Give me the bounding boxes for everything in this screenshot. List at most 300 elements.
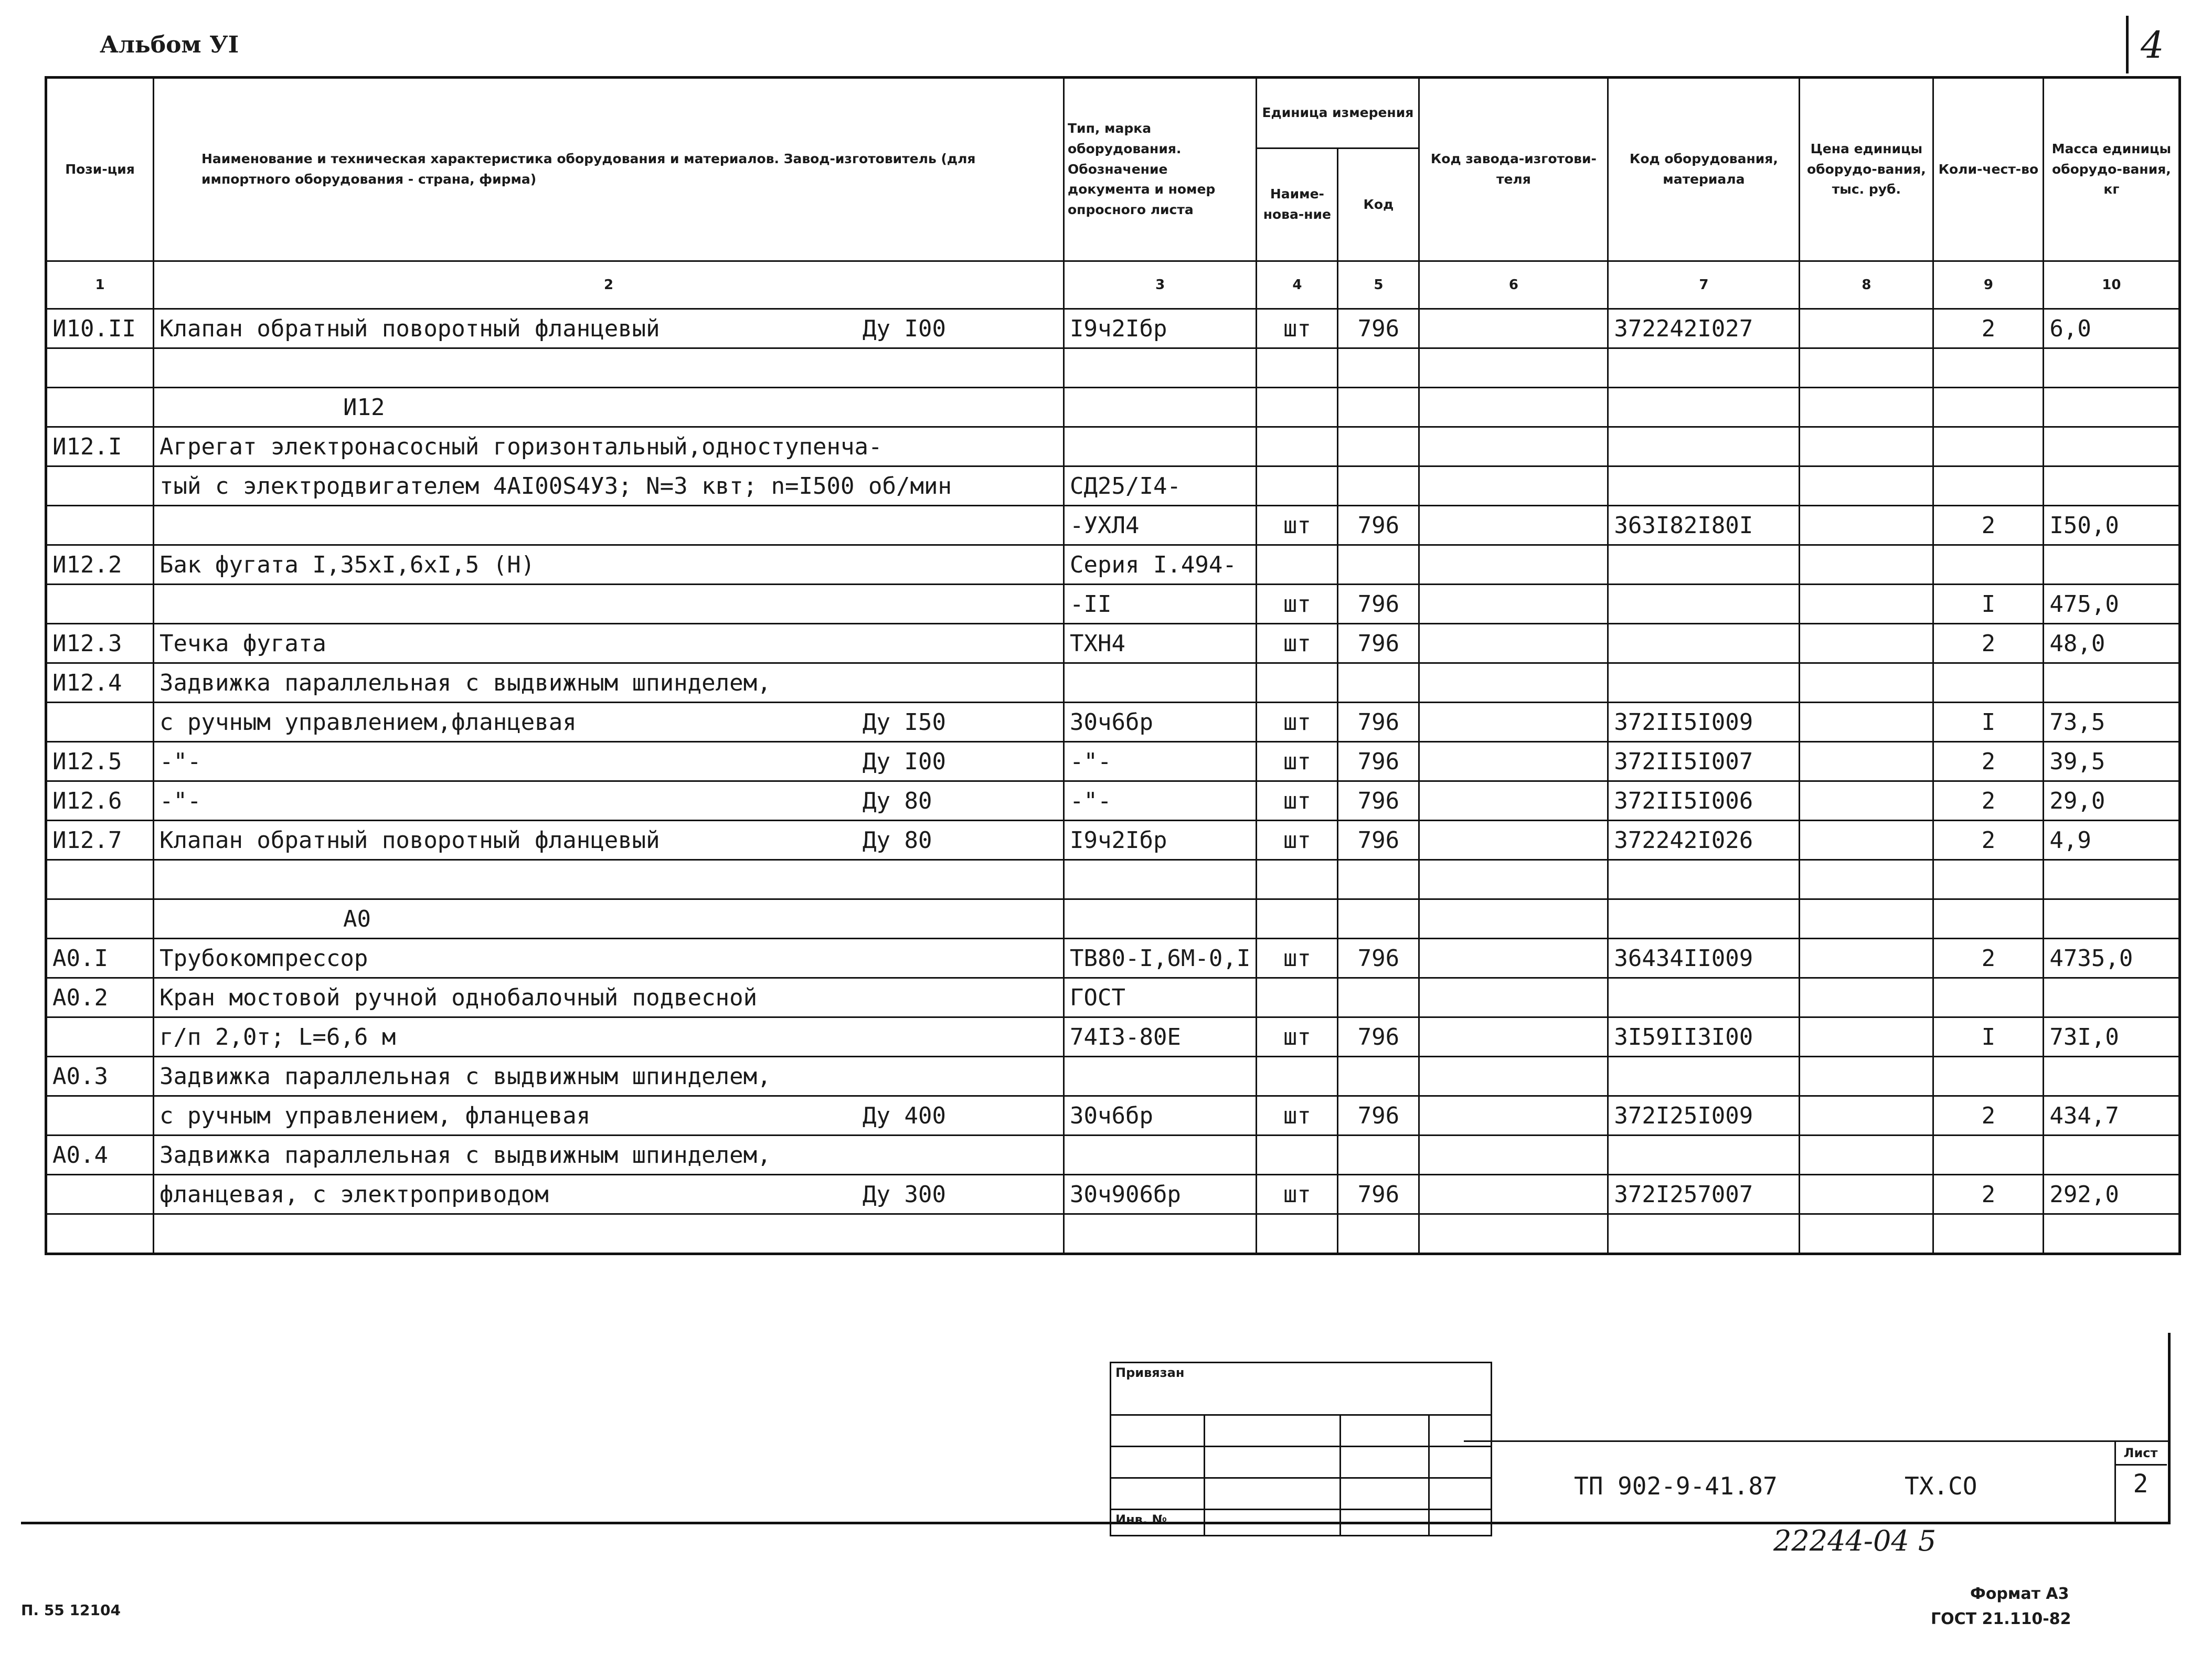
cell-quantity: 2: [1933, 309, 2044, 348]
cell-equipment-code: [1608, 545, 1800, 585]
table-row: [46, 1017, 2180, 1057]
cell-quantity: [1933, 978, 2044, 1017]
cell-quantity: [1933, 348, 2044, 388]
cell-unit: [1257, 860, 1338, 899]
table-row: [46, 309, 2180, 348]
cell-unit: шт: [1257, 781, 1338, 821]
album-label: Альбом УI: [100, 31, 239, 58]
cell-name: [154, 1175, 1064, 1214]
cell-unit: [1257, 1214, 1338, 1254]
header-quantity: Коли-чест-во: [1933, 78, 2044, 261]
cell-unit-code: [1338, 899, 1419, 939]
cell-unit-code: 796: [1338, 1175, 1419, 1214]
cell-mass: [2044, 388, 2180, 427]
cell-unit: шт: [1257, 939, 1338, 978]
cell-type: [1064, 348, 1257, 388]
stamp-line: [1464, 1440, 2168, 1442]
table-row: [46, 860, 2180, 899]
cell-quantity: 2: [1933, 624, 2044, 663]
cell-unit-code: [1338, 1136, 1419, 1175]
cell-name: [154, 388, 1064, 427]
cell-type: [1064, 1136, 1257, 1175]
cell-equipment-code: [1608, 466, 1800, 506]
cell-mass: [2044, 1057, 2180, 1096]
cell-mass: 39,5: [2044, 742, 2180, 781]
item-name: с ручным управлением,фланцевая: [159, 708, 577, 736]
cell-position: [46, 585, 154, 624]
cell-position: [46, 899, 154, 939]
cell-position: [46, 703, 154, 742]
cell-unit-code: 796: [1338, 309, 1419, 348]
cell-plant-code: [1419, 348, 1608, 388]
cell-unit: шт: [1257, 585, 1338, 624]
cell-plant-code: [1419, 781, 1608, 821]
cell-position: [46, 466, 154, 506]
item-name: г/п 2,0т; L=6,6 м: [159, 1023, 396, 1051]
cell-position: А0.I: [46, 939, 154, 978]
cell-position: И12.4: [46, 663, 154, 703]
cell-plant-code: [1419, 427, 1608, 466]
document-code: ТП 902-9-41.87: [1574, 1472, 1778, 1500]
cell-unit-code: [1338, 388, 1419, 427]
cell-position: [46, 1175, 154, 1214]
cell-unit-code: [1338, 1214, 1419, 1254]
cell-type: [1064, 388, 1257, 427]
item-name: Трубокомпрессор: [159, 945, 368, 972]
cell-quantity: 2: [1933, 781, 2044, 821]
column-number: 7: [1608, 261, 1800, 309]
cell-name: [154, 506, 1064, 545]
cell-unit-code: [1338, 978, 1419, 1017]
column-number: 9: [1933, 261, 2044, 309]
cell-unit: [1257, 663, 1338, 703]
header-plant-code: Код завода-изготови-теля: [1419, 78, 1608, 261]
cell-name: [154, 899, 1064, 939]
header-unit-group: Единица измерения: [1257, 78, 1419, 148]
cell-position: [46, 1017, 154, 1057]
cell-plant-code: [1419, 1017, 1608, 1057]
cell-unit-code: [1338, 860, 1419, 899]
cell-equipment-code: [1608, 860, 1800, 899]
cell-name: [154, 663, 1064, 703]
cell-position: И12.5: [46, 742, 154, 781]
cell-type: -УХЛ4: [1064, 506, 1257, 545]
attached-stamp: [1110, 1362, 1492, 1536]
cell-unit-code: [1338, 663, 1419, 703]
cell-plant-code: [1419, 466, 1608, 506]
cell-unit: шт: [1257, 1096, 1338, 1136]
cell-type: [1064, 663, 1257, 703]
cell-mass: [2044, 663, 2180, 703]
cell-equipment-code: [1608, 1214, 1800, 1254]
header-unit-code: Код: [1338, 148, 1419, 261]
item-name: Клапан обратный поворотный фланцевый: [159, 315, 660, 342]
cell-unit-code: 796: [1338, 1017, 1419, 1057]
cell-mass: 29,0: [2044, 781, 2180, 821]
cell-name: [154, 1214, 1064, 1254]
cell-quantity: 2: [1933, 821, 2044, 860]
cell-price: [1800, 1017, 1933, 1057]
cell-quantity: I: [1933, 1017, 2044, 1057]
cell-plant-code: [1419, 585, 1608, 624]
nominal-diameter: Ду 80: [863, 826, 932, 854]
cell-equipment-code: 36434II009: [1608, 939, 1800, 978]
column-number: 8: [1800, 261, 1933, 309]
table-body: [46, 309, 2180, 1254]
cell-plant-code: [1419, 821, 1608, 860]
cell-unit-code: 796: [1338, 939, 1419, 978]
cell-equipment-code: [1608, 427, 1800, 466]
inventory-number: 22244-04 5: [1773, 1524, 1937, 1557]
cell-name: [154, 545, 1064, 585]
cell-position: [46, 1214, 154, 1254]
cell-mass: [2044, 899, 2180, 939]
column-number: 2: [154, 261, 1064, 309]
cell-type: I9ч2Iбр: [1064, 821, 1257, 860]
cell-type: [1064, 1057, 1257, 1096]
header-mass: Масса единицы оборудо-вания, кг: [2044, 78, 2180, 261]
cell-unit: [1257, 348, 1338, 388]
cell-unit: [1257, 899, 1338, 939]
cell-quantity: 2: [1933, 1175, 2044, 1214]
cell-position: И12.6: [46, 781, 154, 821]
cell-position: А0.2: [46, 978, 154, 1017]
cell-plant-code: [1419, 1214, 1608, 1254]
cell-unit: шт: [1257, 703, 1338, 742]
page-number: 4: [2141, 24, 2164, 67]
cell-quantity: [1933, 860, 2044, 899]
cell-price: [1800, 309, 1933, 348]
cell-plant-code: [1419, 388, 1608, 427]
cell-unit-code: 796: [1338, 1096, 1419, 1136]
cell-type: 30ч6бр: [1064, 1096, 1257, 1136]
cell-unit-code: 796: [1338, 781, 1419, 821]
cell-mass: 73,5: [2044, 703, 2180, 742]
table-row: [46, 506, 2180, 545]
cell-price: [1800, 899, 1933, 939]
cell-price: [1800, 348, 1933, 388]
cell-type: ТХН4: [1064, 624, 1257, 663]
cell-plant-code: [1419, 624, 1608, 663]
cell-price: [1800, 703, 1933, 742]
cell-position: А0.3: [46, 1057, 154, 1096]
cell-position: И12.2: [46, 545, 154, 585]
table-row: [46, 1136, 2180, 1175]
nominal-diameter: Ду 80: [863, 787, 932, 814]
cell-equipment-code: 372242I026: [1608, 821, 1800, 860]
cell-type: Серия I.494-: [1064, 545, 1257, 585]
cell-quantity: [1933, 466, 2044, 506]
cell-mass: 48,0: [2044, 624, 2180, 663]
cell-name: [154, 348, 1064, 388]
cell-position: [46, 1096, 154, 1136]
print-code: П. 55 12104: [21, 1601, 121, 1619]
cell-price: [1800, 427, 1933, 466]
cell-quantity: 2: [1933, 506, 2044, 545]
section-title: А0: [343, 905, 371, 932]
nominal-diameter: Ду I00: [863, 315, 946, 342]
cell-type: [1064, 1214, 1257, 1254]
cell-plant-code: [1419, 1096, 1608, 1136]
cell-name: [154, 1057, 1064, 1096]
column-number: 5: [1338, 261, 1419, 309]
item-name: -"-: [159, 787, 201, 814]
cell-plant-code: [1419, 860, 1608, 899]
cell-equipment-code: 372I25I009: [1608, 1096, 1800, 1136]
cell-price: [1800, 1214, 1933, 1254]
table-row: [46, 663, 2180, 703]
nominal-diameter: Ду 300: [863, 1181, 946, 1208]
cell-name: [154, 939, 1064, 978]
cell-name: [154, 821, 1064, 860]
cell-mass: [2044, 545, 2180, 585]
gost-label: ГОСТ 21.110-82: [1931, 1610, 2071, 1628]
page-corner-line: [2126, 16, 2129, 73]
cell-position: [46, 506, 154, 545]
cell-quantity: [1933, 1136, 2044, 1175]
cell-price: [1800, 939, 1933, 978]
cell-price: [1800, 1096, 1933, 1136]
attached-label: Привязан: [1111, 1363, 1492, 1415]
table-row: [46, 742, 2180, 781]
cell-position: И12.I: [46, 427, 154, 466]
cell-quantity: [1933, 663, 2044, 703]
cell-mass: [2044, 860, 2180, 899]
cell-type: СД25/I4-: [1064, 466, 1257, 506]
cell-mass: 434,7: [2044, 1096, 2180, 1136]
inv-no-label: Инв. №: [1111, 1510, 1205, 1536]
cell-price: [1800, 466, 1933, 506]
cell-unit: шт: [1257, 624, 1338, 663]
column-number: 1: [46, 261, 154, 309]
cell-price: [1800, 821, 1933, 860]
cell-price: [1800, 1136, 1933, 1175]
item-name: Задвижка параллельная с выдвижным шпинделем,: [159, 1141, 771, 1169]
cell-equipment-code: [1608, 663, 1800, 703]
cell-mass: I50,0: [2044, 506, 2180, 545]
stamp-line: [2114, 1464, 2167, 1466]
column-number: 3: [1064, 261, 1257, 309]
cell-price: [1800, 860, 1933, 899]
cell-mass: 73I,0: [2044, 1017, 2180, 1057]
cell-position: [46, 348, 154, 388]
table-row: [46, 624, 2180, 663]
cell-mass: 4,9: [2044, 821, 2180, 860]
cell-unit-code: 796: [1338, 703, 1419, 742]
cell-unit-code: [1338, 1057, 1419, 1096]
cell-unit: шт: [1257, 1017, 1338, 1057]
cell-price: [1800, 545, 1933, 585]
column-number: 4: [1257, 261, 1338, 309]
cell-quantity: [1933, 1214, 2044, 1254]
cell-equipment-code: [1608, 585, 1800, 624]
cell-name: [154, 781, 1064, 821]
cell-equipment-code: 372II5I009: [1608, 703, 1800, 742]
cell-type: 30ч906бр: [1064, 1175, 1257, 1214]
item-name: -"-: [159, 748, 201, 775]
cell-price: [1800, 624, 1933, 663]
cell-mass: [2044, 978, 2180, 1017]
cell-unit: [1257, 1057, 1338, 1096]
cell-plant-code: [1419, 309, 1608, 348]
header-position: Пози-ция: [46, 78, 154, 261]
table-row: [46, 899, 2180, 939]
cell-unit: шт: [1257, 309, 1338, 348]
cell-equipment-code: [1608, 899, 1800, 939]
cell-quantity: [1933, 1057, 2044, 1096]
cell-type: -II: [1064, 585, 1257, 624]
cell-mass: [2044, 427, 2180, 466]
cell-plant-code: [1419, 939, 1608, 978]
cell-unit: [1257, 466, 1338, 506]
cell-type: [1064, 860, 1257, 899]
cell-position: И10.II: [46, 309, 154, 348]
cell-unit: [1257, 427, 1338, 466]
cell-name: [154, 624, 1064, 663]
table-header: [46, 78, 2180, 309]
cell-name: [154, 427, 1064, 466]
cell-unit: [1257, 978, 1338, 1017]
cell-name: [154, 309, 1064, 348]
cell-quantity: [1933, 899, 2044, 939]
cell-type: -"-: [1064, 742, 1257, 781]
cell-mass: 475,0: [2044, 585, 2180, 624]
cell-plant-code: [1419, 1057, 1608, 1096]
table-row: [46, 1096, 2180, 1136]
table-row: [46, 939, 2180, 978]
cell-unit-code: [1338, 545, 1419, 585]
cell-equipment-code: [1608, 1057, 1800, 1096]
table-row: [46, 466, 2180, 506]
header-name: Наименование и техническая характеристика оборудования и материалов. Завод-изготовитель (для импортного оборудования - страна, фирма): [154, 78, 1064, 261]
cell-type: 30ч6бр: [1064, 703, 1257, 742]
specification-table: [45, 76, 2181, 1255]
cell-type: ТВ80-I,6М-0,I: [1064, 939, 1257, 978]
cell-unit-code: [1338, 466, 1419, 506]
cell-name: [154, 1096, 1064, 1136]
cell-name: [154, 742, 1064, 781]
cell-name: [154, 860, 1064, 899]
cell-mass: 292,0: [2044, 1175, 2180, 1214]
cell-plant-code: [1419, 545, 1608, 585]
cell-price: [1800, 742, 1933, 781]
cell-unit: [1257, 388, 1338, 427]
table-row: [46, 1214, 2180, 1254]
table-row: [46, 978, 2180, 1017]
cell-position: [46, 388, 154, 427]
nominal-diameter: Ду 400: [863, 1102, 946, 1129]
cell-position: [46, 860, 154, 899]
cell-name: [154, 585, 1064, 624]
cell-quantity: 2: [1933, 939, 2044, 978]
cell-unit: шт: [1257, 821, 1338, 860]
item-name: Агрегат электронасосный горизонтальный,одноступенча-: [159, 433, 882, 460]
cell-quantity: [1933, 388, 2044, 427]
cell-equipment-code: 372II5I007: [1608, 742, 1800, 781]
nominal-diameter: Ду I50: [863, 708, 946, 736]
cell-unit-code: 796: [1338, 624, 1419, 663]
cell-unit-code: 796: [1338, 585, 1419, 624]
cell-position: И12.3: [46, 624, 154, 663]
cell-quantity: I: [1933, 585, 2044, 624]
header-unit-name: Наиме-нова-ние: [1257, 148, 1338, 261]
cell-unit: шт: [1257, 1175, 1338, 1214]
table-row: [46, 348, 2180, 388]
cell-quantity: I: [1933, 703, 2044, 742]
cell-equipment-code: [1608, 388, 1800, 427]
cell-equipment-code: 372II5I006: [1608, 781, 1800, 821]
cell-equipment-code: [1608, 624, 1800, 663]
cell-unit-code: [1338, 348, 1419, 388]
item-name: с ручным управлением, фланцевая: [159, 1102, 591, 1129]
table-row: [46, 781, 2180, 821]
sheet-code: ТХ.СО: [1905, 1472, 1977, 1500]
cell-type: 74I3-80Е: [1064, 1017, 1257, 1057]
cell-unit: шт: [1257, 742, 1338, 781]
cell-quantity: [1933, 545, 2044, 585]
cell-mass: [2044, 1136, 2180, 1175]
cell-name: [154, 1017, 1064, 1057]
cell-position: А0.4: [46, 1136, 154, 1175]
cell-equipment-code: [1608, 348, 1800, 388]
cell-mass: [2044, 466, 2180, 506]
cell-equipment-code: [1608, 978, 1800, 1017]
cell-mass: 4735,0: [2044, 939, 2180, 978]
cell-equipment-code: 372I257007: [1608, 1175, 1800, 1214]
cell-quantity: [1933, 427, 2044, 466]
cell-quantity: 2: [1933, 742, 2044, 781]
header-type: Тип, марка оборудования. Обозначение документа и номер опросного листа: [1064, 78, 1257, 261]
cell-type: -"-: [1064, 781, 1257, 821]
cell-price: [1800, 781, 1933, 821]
table-row: [46, 703, 2180, 742]
cell-quantity: 2: [1933, 1096, 2044, 1136]
stamp-line: [2168, 1333, 2171, 1524]
cell-price: [1800, 1175, 1933, 1214]
table-row: [46, 585, 2180, 624]
cell-plant-code: [1419, 1175, 1608, 1214]
cell-position: И12.7: [46, 821, 154, 860]
item-name: тый с электродвигателем 4АI00S4У3; N=3 квт; n=I500 об/мин: [159, 472, 952, 500]
cell-price: [1800, 978, 1933, 1017]
cell-plant-code: [1419, 742, 1608, 781]
table-row: [46, 545, 2180, 585]
cell-unit-code: 796: [1338, 506, 1419, 545]
cell-type: [1064, 427, 1257, 466]
cell-unit: [1257, 545, 1338, 585]
cell-name: [154, 978, 1064, 1017]
column-number: 6: [1419, 261, 1608, 309]
cell-type: ГОСТ: [1064, 978, 1257, 1017]
cell-name: [154, 466, 1064, 506]
cell-plant-code: [1419, 703, 1608, 742]
cell-type: [1064, 899, 1257, 939]
item-name: Задвижка параллельная с выдвижным шпинделем,: [159, 669, 771, 696]
cell-mass: [2044, 348, 2180, 388]
cell-unit-code: 796: [1338, 821, 1419, 860]
column-number: 10: [2044, 261, 2180, 309]
cell-unit: [1257, 1136, 1338, 1175]
column-number-row: [46, 261, 2180, 309]
cell-type: I9ч2Iбр: [1064, 309, 1257, 348]
cell-name: [154, 703, 1064, 742]
cell-plant-code: [1419, 1136, 1608, 1175]
section-title: И12: [343, 394, 385, 421]
cell-plant-code: [1419, 978, 1608, 1017]
cell-price: [1800, 506, 1933, 545]
table-row: [46, 1057, 2180, 1096]
cell-equipment-code: 3I59II3I00: [1608, 1017, 1800, 1057]
